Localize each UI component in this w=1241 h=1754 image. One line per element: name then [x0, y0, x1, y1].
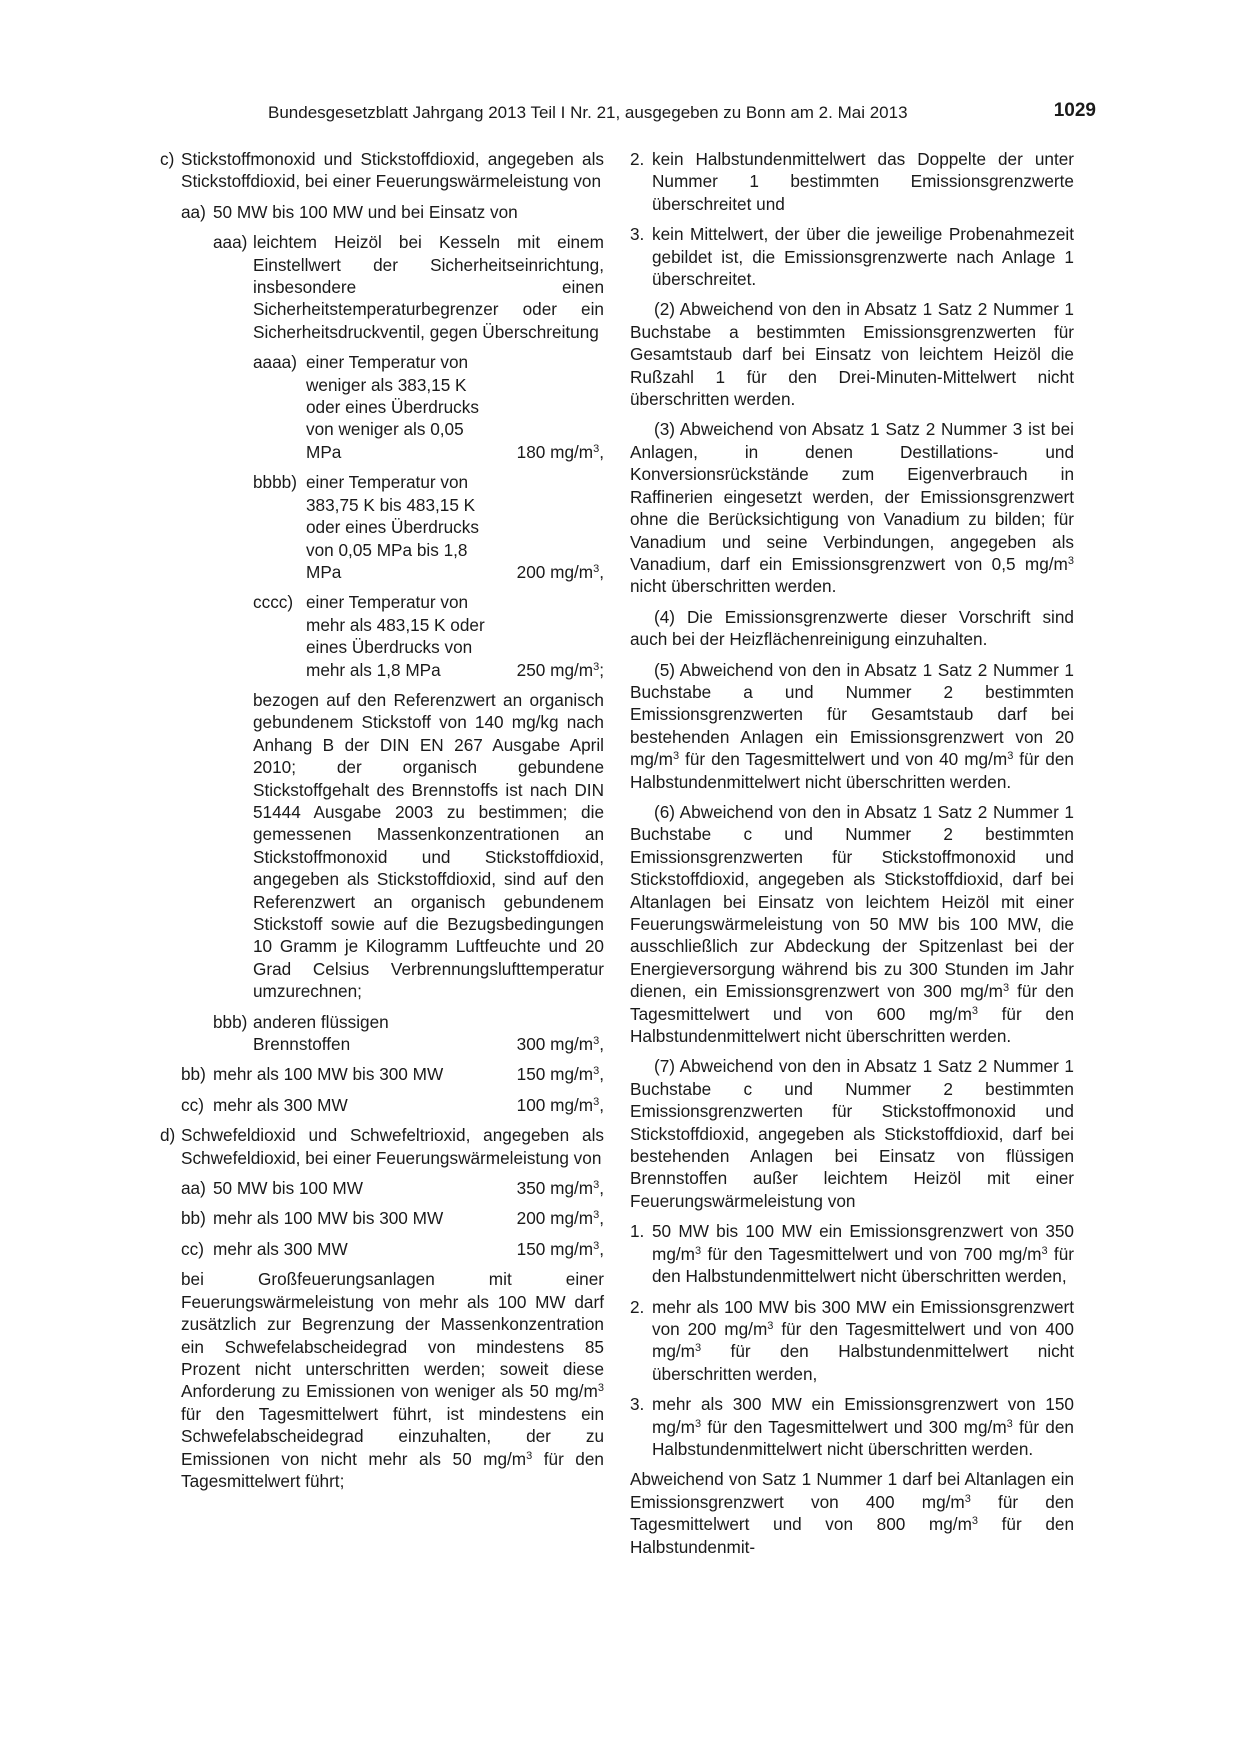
item-label: 2.: [630, 149, 645, 169]
item-label: 1.: [630, 1221, 645, 1242]
item-label: aaa): [213, 232, 248, 253]
item-c-aa: [181, 201, 604, 223]
item-c-cc: [181, 1094, 604, 1116]
item-text: kein Mittelwert, der über die jeweilige Probenahmezeit gebildet ist, die Emissionsgrenzwerte nach Anlage 1 überschreitet.: [652, 224, 1074, 290]
item-text: mehr als 100 MW bis 300 MW: [213, 1208, 444, 1229]
item-text: Schwefeldioxid und Schwefeltrioxid, angegeben als Schwefeldioxid, bei einer Feuerungswärmeleistung von: [181, 1125, 604, 1168]
item-label: bbb): [213, 1011, 248, 1032]
item-label: aaaa): [253, 352, 297, 373]
item-label: 3.: [630, 1394, 645, 1415]
item-text: einer Temperatur von weniger als 383,15 K oder eines Überdrucks von weniger als 0,05 MPa: [306, 352, 479, 462]
item-text: 50 MW bis 100 MW ein Emissionsgrenzwert von 350 $mg/m^3$ für den Tagesmittelwert und von 700 $mg/m^3$ für den Halbstundenmittelwert nicht überschritten werden,: [652, 1221, 1074, 1287]
numbered-item: [630, 148, 1074, 215]
reference-note: bezogen auf den Referenzwert an organisch gebundenem Stickstoff von 140 mg/kg nach Anhang B der DIN EN 267 Ausgabe April 2010; der organisch gebundene Stickstoffgehalt des Brennstoffs ist nach DIN 51444 Ausgabe 2003 zu bestimmen; die gemessenen Massenkonzentrationen an Stickstoffmonoxid und Stickstoffdioxid, angegeben als Stickstoffdioxid, sind auf den Referenzwert an organisch gebundenem Stickstoff sowie auf die Bezugsbedingungen 10 Gramm je Kilogramm Luftfeuchte und 20 Grad Celsius Verbrennungslufttemperatur umzurechnen;: [253, 689, 604, 1002]
limit-value: 250 $mg/m^3$;: [516, 659, 604, 680]
item-text: mehr als 100 MW bis 300 MW: [213, 1064, 444, 1085]
item-text: einer Temperatur von 383,75 K bis 483,15 K oder eines Überdrucks von 0,05 MPa bis 1,8 MPa: [306, 472, 479, 582]
item-label: bb): [181, 1064, 206, 1085]
limit-value: 350 $mg/m^3$,: [516, 1178, 604, 1199]
limit-value: 200 $mg/m^3$,: [516, 1208, 604, 1229]
item-label: bb): [181, 1208, 206, 1229]
right-column: [630, 148, 1074, 1558]
item-c-aa-bbb: [213, 1011, 604, 1056]
item-label: 2.: [630, 1296, 645, 1317]
item-text: kein Halbstundenmittelwert das Doppelte der unter Nummer 1 bestimmten Emissionsgrenzwerte überschreitet und: [652, 149, 1074, 214]
page-number: 1029: [1053, 100, 1096, 121]
numbered-item: [630, 1393, 1074, 1460]
paragraph-4: (4) Die Emissionsgrenzwerte dieser Vorschrift sind auch bei der Heizflächenreinigung einzuhalten.: [630, 606, 1074, 650]
item-text: 50 MW bis 100 MW: [213, 1178, 363, 1199]
item-label: bbbb): [253, 472, 297, 493]
paragraph-2: (2) Abweichend von den in Absatz 1 Satz 2 Nummer 1 Buchstabe a bestimmten Emissionsgrenzwerten für Gesamtstaub darf bei Einsatz von leichtem Heizöl die Rußzahl 1 für den Drei-Minuten-Mittelwert nicht überschritten werden.: [630, 299, 1074, 410]
closing-paragraph: Abweichend von Satz 1 Nummer 1 darf bei Altanlagen ein Emissionsgrenzwert von 400 $mg/m^3$ für den Tagesmittelwert und von 800 $mg/m^3$ für den Halbstundenmit-: [630, 1469, 1074, 1557]
item-text: leichtem Heizöl bei Kesseln mit einem Einstellwert der Sicherheitseinrichtung, insbesondere einen Sicherheitstemperaturbegrenzer oder ein Sicherheitsdruckventil, gegen Überschreitung: [253, 232, 604, 342]
item-text: mehr als 300 MW ein Emissionsgrenzwert von 150 $mg/m^3$ für den Tagesmittelwert und 300 $mg/m^3$ für den Halbstundenmittelwert nicht überschritten werden.: [652, 1394, 1074, 1459]
numbered-item: [630, 223, 1074, 290]
limit-value: 150 $mg/m^3$,: [516, 1064, 604, 1085]
item-label: aa): [181, 201, 206, 222]
numbered-item: [630, 1220, 1074, 1287]
left-column: [160, 148, 604, 1492]
item-aaaa: [253, 351, 604, 463]
limit-value: 150 $mg/m^3$,: [516, 1238, 604, 1259]
item-c-bb: [181, 1063, 604, 1085]
item-d-bb: [181, 1207, 604, 1229]
item-label: 3.: [630, 224, 645, 245]
item-label: aa): [181, 1178, 206, 1199]
item-text: 50 MW bis 100 MW und bei Einsatz von: [213, 201, 518, 222]
limit-value: 180 $mg/m^3$,: [516, 441, 604, 462]
item-d: [160, 1124, 604, 1169]
item-text: Stickstoffmonoxid und Stickstoffdioxid, angegeben als Stickstoffdioxid, bei einer Feuerungswärmeleistung von: [181, 149, 604, 192]
item-label: cc): [181, 1238, 204, 1259]
item-label: cc): [181, 1094, 204, 1115]
paragraph-3: (3) Abweichend von Absatz 1 Satz 2 Nummer 3 ist bei Anlagen, in denen Destillations- und Konversionsrückstände zum Eigenverbrauch in Raffinerien eingesetzt werden, der Emissionsgrenzwert ohne die Berücksichtigung von Vanadium zu bilden; für Vanadium und seine Verbindungen, angegeben als Vanadium, darf ein Emissionsgrenzwert von 0,5 $mg/m^3$ nicht überschritten werden.: [630, 419, 1074, 597]
limit-value: 100 $mg/m^3$,: [516, 1094, 604, 1115]
item-d-cc: [181, 1238, 604, 1260]
desulfurization-note: bei Großfeuerungsanlagen mit einer Feuerungswärmeleistung von mehr als 100 MW darf zusätzlich zur Begrenzung der Massenkonzentration ein Schwefelabscheidegrad von mindestens 85 Prozent nicht unterschritten werden; soweit diese Anforderung zu Emissionen von weniger als 50 $mg/m^3$ für den Tagesmittelwert führt, ist mindestens ein Schwefelabscheidegrad einzuhalten, der zu Emissionen von nicht mehr als 50 $mg/m^3$ für den Tagesmittelwert führt;: [181, 1269, 604, 1491]
paragraph-7: (7) Abweichend von den in Absatz 1 Satz 2 Nummer 1 Buchstabe c und Nummer 2 bestimmten Emissionsgrenzwerten für Stickstoffmonoxid und Stickstoffdioxid, angegeben als Stickstoffdioxid, darf bei bestehenden Anlagen bei Einsatz von flüssigen Brennstoffen außer leichtem Heizöl mit einer Feuerungswärmeleistung von: [630, 1056, 1074, 1211]
limit-value: 300 $mg/m^3$,: [516, 1034, 604, 1055]
numbered-item: [630, 1296, 1074, 1386]
item-text: mehr als 300 MW: [213, 1238, 348, 1259]
item-label: d): [160, 1125, 176, 1146]
running-title: Bundesgesetzblatt Jahrgang 2013 Teil I Nr. 21, ausgegeben zu Bonn am 2. Mai 2013: [268, 103, 908, 122]
paragraph-6: (6) Abweichend von den in Absatz 1 Satz 2 Nummer 1 Buchstabe c und Nummer 2 bestimmten Emissionsgrenzwerten für Stickstoffmonoxid und Stickstoffdioxid, angegeben als Stickstoffdioxid, darf bei Altanlagen bei Einsatz von leichtem Heizöl mit einer Feuerungswärmeleistung von 50 MW bis 100 MW, die ausschließlich zur Abdeckung der Spitzenlast bei der Energieversorgung während bis zu 300 Stunden im Jahr dienen, ein Emissionsgrenzwert von 300 $mg/m^3$ für den Tagesmittelwert und von 600 $mg/m^3$ für den Halbstundenmittelwert nicht überschritten werden.: [630, 801, 1074, 1047]
limit-value: 200 $mg/m^3$,: [516, 561, 604, 582]
item-text: anderen flüssigen Brennstoffen: [253, 1011, 389, 1055]
item-cccc: [253, 591, 604, 681]
item-text: mehr als 300 MW: [213, 1094, 348, 1115]
item-label: c): [160, 149, 175, 169]
item-c-aa-aaa: [213, 231, 604, 343]
item-text: einer Temperatur von mehr als 483,15 K oder eines Überdrucks von mehr als 1,8 MPa: [306, 592, 485, 680]
running-header: [160, 100, 1096, 128]
item-d-aa: [181, 1177, 604, 1199]
item-bbbb: [253, 471, 604, 583]
item-text: mehr als 100 MW bis 300 MW ein Emissionsgrenzwert von 200 $mg/m^3$ für den Tagesmittelwert und von 400 $mg/m^3$ für den Halbstundenmittelwert nicht überschritten werden,: [652, 1296, 1074, 1384]
paragraph-5: (5) Abweichend von den in Absatz 1 Satz 2 Nummer 1 Buchstabe a und Nummer 2 bestimmten Emissionsgrenzwerten für Gesamtstaub darf bei bestehenden Anlagen ein Emissionsgrenzwert von 20 $mg/m^3$ für den Tagesmittelwert und von 40 $mg/m^3$ für den Halbstundenmittelwert nicht überschritten werden.: [630, 659, 1074, 792]
item-c: [160, 148, 604, 193]
item-label: cccc): [253, 592, 294, 613]
